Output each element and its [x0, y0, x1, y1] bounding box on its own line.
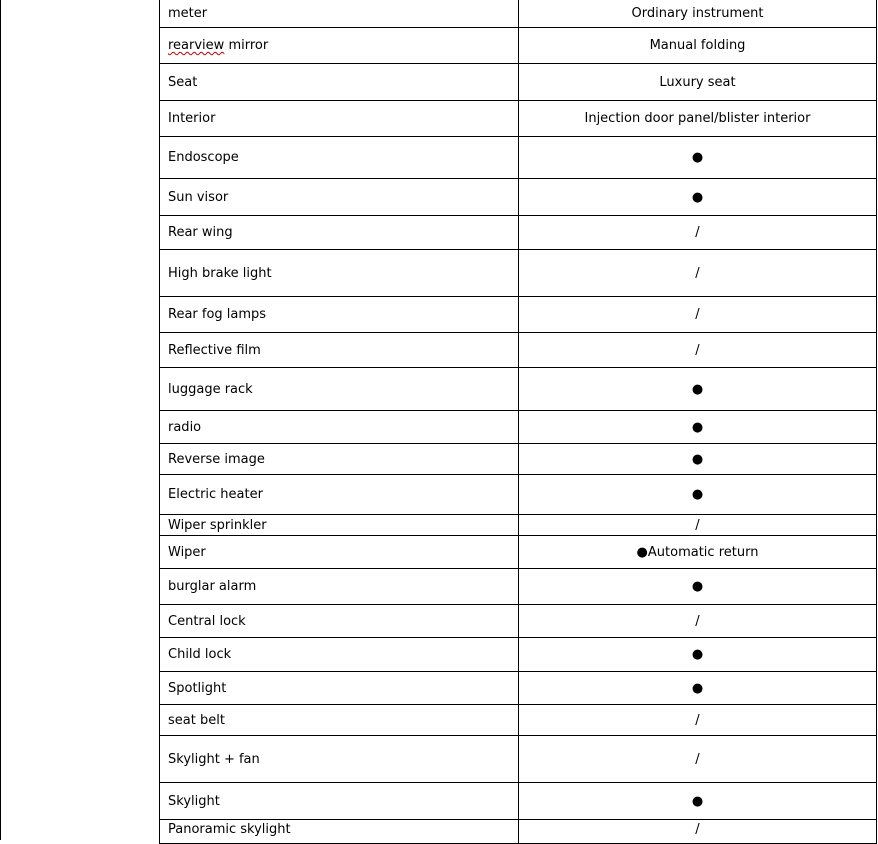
spellcheck-word: rearview [168, 38, 225, 53]
table-row [160, 368, 877, 411]
value-cell: ● [519, 638, 877, 672]
feature-cell: radio [160, 411, 519, 444]
table-row [160, 250, 877, 297]
feature-cell: Sun visor [160, 179, 519, 216]
value-cell: / [519, 605, 877, 638]
value-cell: ● [519, 569, 877, 605]
value-cell: ● [519, 783, 877, 820]
value-cell: Manual folding [519, 28, 877, 64]
value-cell: / [519, 216, 877, 250]
value-cell: ● [519, 672, 877, 705]
table-row [160, 137, 877, 179]
table-row [160, 444, 877, 475]
value-cell: Ordinary instrument [519, 0, 877, 28]
feature-cell: burglar alarm [160, 569, 519, 605]
value-cell: ●Automatic return [519, 536, 877, 569]
feature-cell: Interior [160, 101, 519, 137]
feature-cell: Rear wing [160, 216, 519, 250]
outer-border-line [0, 0, 1, 840]
feature-cell: Spotlight [160, 672, 519, 705]
table-row [160, 605, 877, 638]
value-cell: / [519, 333, 877, 368]
value-cell: ● [519, 179, 877, 216]
table-row [160, 783, 877, 820]
feature-cell: Rear fog lamps [160, 297, 519, 333]
table-row [160, 736, 877, 783]
table-row [160, 0, 877, 28]
value-cell: / [519, 736, 877, 783]
table-row [160, 411, 877, 444]
feature-cell: Reflective film [160, 333, 519, 368]
value-cell: ● [519, 411, 877, 444]
feature-text: mirror [224, 38, 269, 53]
feature-cell: Electric heater [160, 475, 519, 515]
value-cell: Injection door panel/blister interior [519, 101, 877, 137]
value-cell: / [519, 820, 877, 844]
table-row [160, 705, 877, 736]
spec-table [159, 0, 877, 844]
value-cell: ● [519, 444, 877, 475]
feature-cell: Skylight + fan [160, 736, 519, 783]
value-cell: ● [519, 368, 877, 411]
value-cell: / [519, 705, 877, 736]
feature-cell: Central lock [160, 605, 519, 638]
value-cell: / [519, 515, 877, 536]
value-cell: Luxury seat [519, 64, 877, 101]
table-row [160, 569, 877, 605]
feature-cell: Endoscope [160, 137, 519, 179]
table-row [160, 638, 877, 672]
table-row [160, 536, 877, 569]
feature-cell: Wiper sprinkler [160, 515, 519, 536]
feature-cell [160, 28, 519, 64]
table-row [160, 475, 877, 515]
value-cell: / [519, 297, 877, 333]
table-row [160, 64, 877, 101]
feature-cell: luggage rack [160, 368, 519, 411]
feature-cell: Wiper [160, 536, 519, 569]
feature-cell: Seat [160, 64, 519, 101]
table-row [160, 297, 877, 333]
value-cell: ● [519, 137, 877, 179]
table-row [160, 28, 877, 64]
value-cell: / [519, 250, 877, 297]
table-row [160, 179, 877, 216]
feature-cell: High brake light [160, 250, 519, 297]
feature-cell: Reverse image [160, 444, 519, 475]
feature-cell: Skylight [160, 783, 519, 820]
feature-cell: Child lock [160, 638, 519, 672]
table-row [160, 672, 877, 705]
feature-cell: meter [160, 0, 519, 28]
table-row [160, 101, 877, 137]
table-row [160, 515, 877, 536]
table-row [160, 333, 877, 368]
feature-cell: seat belt [160, 705, 519, 736]
feature-cell: Panoramic skylight [160, 820, 519, 844]
table-row [160, 216, 877, 250]
value-cell: ● [519, 475, 877, 515]
